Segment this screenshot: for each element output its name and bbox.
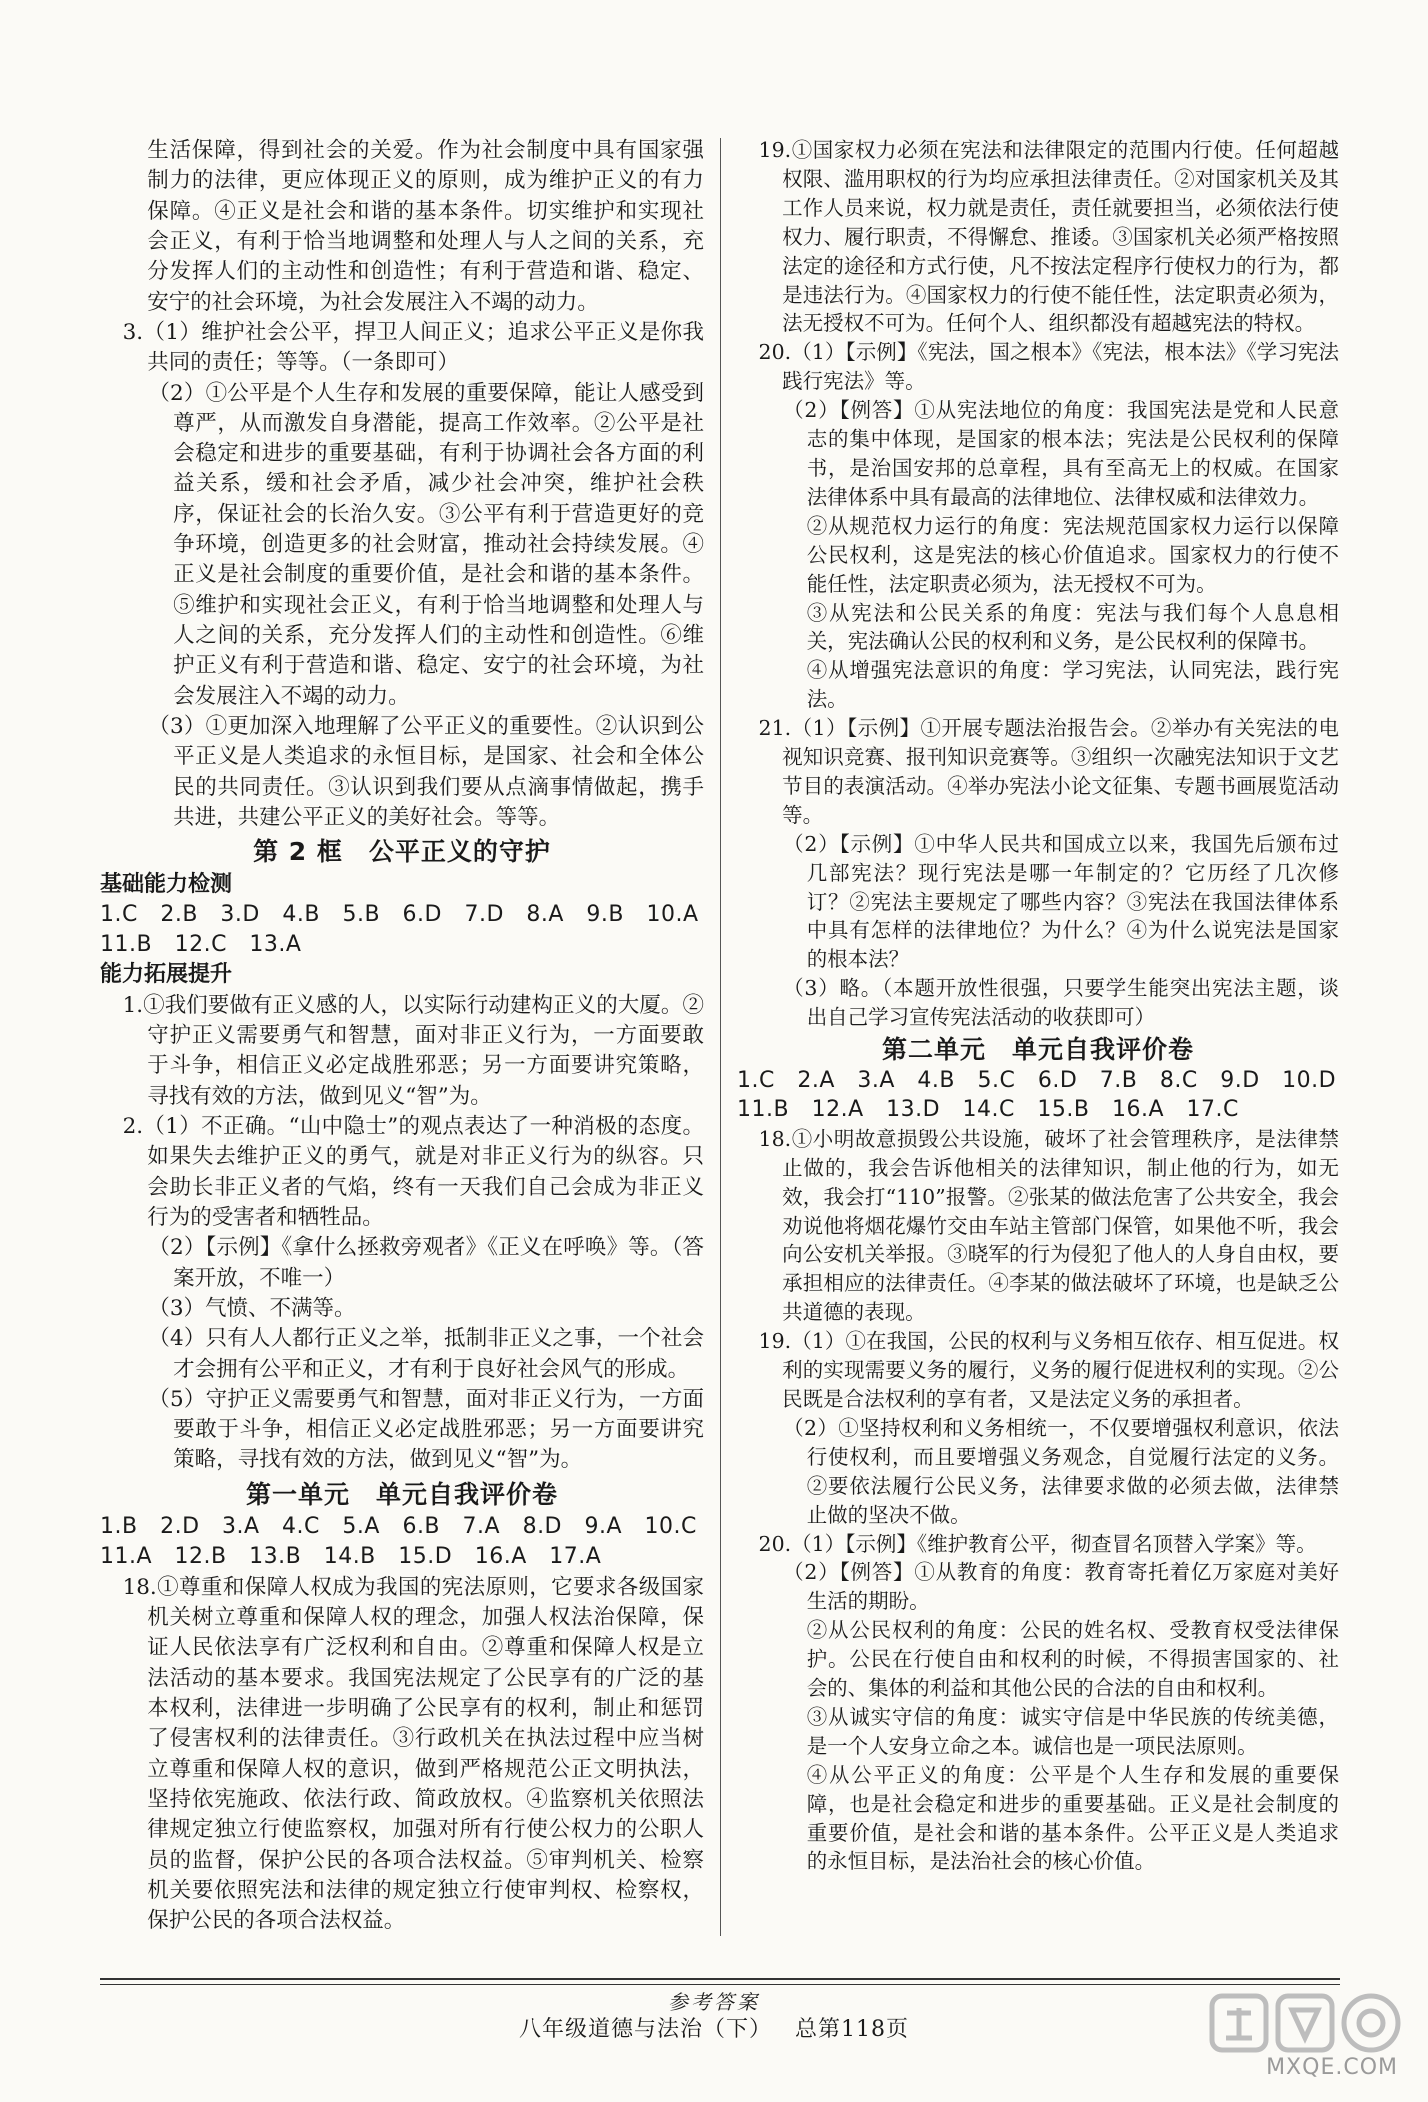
answer-item: 21.（1）【示例】①开展专题法治报告会。②举办有关宪法的电视知识竞赛、报刊知识竞赛等。③组织一次融宪法知识于文艺节目的表演活动。④举办宪法小论文征集、专题书画展览活动等。: [758, 716, 1339, 827]
choice-answers-row: 1.C 2.A 3.A 4.B 5.C 6.D 7.B 8.C 9.D 10.D: [737, 1068, 1337, 1093]
section-subheading: 基础能力检测: [100, 871, 233, 897]
watermark-logo: [1152, 1988, 1402, 2084]
section-title: 第二单元 单元自我评价卷: [881, 1035, 1194, 1065]
section-title: 第 2 框 公平正义的守护: [253, 837, 551, 867]
footer-grade: 八年级道德与法治（下）: [518, 2017, 772, 2042]
answer-item: 19.（1）①在我国，公民的权利与义务相互依存、相互促进。权利的实现需要义务的履行，义务的履行促进权利的实现。②公民既是合法权利的享有者，又是法定义务的承担者。: [758, 1329, 1339, 1411]
answer-subitem-continuation: ③从诚实守信的角度：诚实守信是中华民族的传统美德，是一个人安身立命之本。诚信也是一项民法原则。: [806, 1704, 1339, 1758]
answer-subitem: （2）①公平是个人生存和发展的重要保障，能让人感受到尊严，从而激发自身潜能，提高工作效率。②公平是社会稳定和进步的重要基础，有利于协调社会各方面的利益关系，缓和社会矛盾，减少社会冲突，维护社会秩序，保证社会的长治久安。③公平有利于营造更好的竞争环境，创造更多的社会财富，推动社会持续发展。④正义是社会制度的重要价值，是社会和谐的基本条件。⑤维护和实现社会正义，有利于恰当地调整和处理人与人之间的关系，充分发挥人们的主动性和创造性。⑥维护正义有利于营造和谐、稳定、安宁的社会环境，为社会发展注入不竭的动力。: [148, 380, 704, 709]
answer-subitem: （4）只有人人都行正义之举，抵制非正义之事，一个社会才会拥有公平和正义，才有利于良好社会风气的形成。: [148, 1326, 704, 1382]
answer-subitem: （2）【例答】①从宪法地位的角度：我国宪法是党和人民意志的集中体现，是国家的根本法；宪法是公民权利的保障书，是治国安邦的总章程，具有至高无上的权威。在国家法律体系中具有最高的法律地位、法律权威和法律效力。: [783, 398, 1339, 509]
answer-item: 19.①国家权力必须在宪法和法律限定的范围内行使。任何超越权限、滥用职权的行为均应承担法律责任。②对国家机关及其工作人员来说，权力就是责任，责任就要担当，必须依法行使权力、履行职责，不得懈怠、推诿。③国家机关必须严格按照法定的途径和方式行使，凡不按法定程序行使权力的行为，都是违法行为。④国家权力的行使不能任性，法定职责必须为，法无授权不可为。任何个人、组织都没有超越宪法的特权。: [758, 138, 1339, 336]
column-divider: [720, 138, 721, 1936]
watermark-text: MXQE.COM: [1266, 2054, 1398, 2080]
answer-subitem: （3）①更加深入地理解了公平正义的重要性。②认识到公平正义是人类追求的永恒目标，是国家、社会和全体公民的共同责任。③认识到我们要从点滴事情做起，携手共进，共建公平正义的美好社会。等等。: [148, 713, 704, 830]
footer-label: 参考答案: [668, 1990, 760, 2014]
section-subheading: 能力拓展提升: [100, 962, 233, 988]
answer-item: 3.（1）维护社会公平，捍卫人间正义；追求公平正义是你我共同的责任；等等。（一条即可）: [122, 319, 704, 376]
answer-subitem: （2）【示例】①中华人民共和国成立以来，我国先后颁布过几部宪法？现行宪法是哪一年制定的？它历经了几次修订？②宪法主要规定了哪些内容？③宪法在我国法律体系中具有怎样的法律地位？为什么？④为什么说宪法是国家的根本法？: [783, 831, 1339, 972]
choice-answers-row: 1.C 2.B 3.D 4.B 5.B 6.D 7.D 8.A 9.B 10.A: [100, 901, 699, 927]
watermark-mark-icon: [1152, 1988, 1402, 2058]
answer-continuation: 生活保障，得到社会的关爱。作为社会制度中具有国家强制力的法律，更应体现正义的原则，成为维护正义的有力保障。④正义是社会和谐的基本条件。切实维护和实现社会正义，有利于恰当地调整和处理人与人之间的关系，充分发挥人们的主动性和创造性；有利于营造和谐、稳定、安宁的社会环境，为社会发展注入不竭的动力。: [147, 138, 704, 315]
answer-subitem-continuation: ②从公民权利的角度：公民的姓名权、受教育权受法律保护。公民在行使自由和权利的时候，不得损害国家的、社会的、集体的利益和其他公民的合法的自由和权利。: [806, 1618, 1339, 1701]
answer-item: 18.①小明故意损毁公共设施，破坏了社会管理秩序，是法律禁止做的，我会告诉他相关的法律知识，制止他的行为，如无效，我会打“110”报警。②张某的做法危害了公共安全，我会劝说他将烟花爆竹交由车站主管部门保管，如果他不听，我会向公安机关举报。③晓军的行为侵犯了他人的人身自由权，要承担相应的法律责任。④李某的做法破坏了环境，也是缺乏公共道德的表现。: [758, 1126, 1339, 1325]
answer-subitem: （3）气愤、不满等。: [148, 1295, 356, 1321]
answer-subitem: （2）【例答】①从教育的角度：教育寄托着亿万家庭对美好生活的期盼。: [783, 1560, 1339, 1614]
choice-answers-row: 1.B 2.D 3.A 4.C 5.A 6.B 7.A 8.D 9.A 10.C: [100, 1514, 697, 1540]
answer-subitem-continuation: ④从增强宪法意识的角度：学习宪法，认同宪法，践行宪法。: [806, 658, 1339, 712]
answer-subitem: （3）略。（本题开放性很强，只要学生能突出宪法主题，谈出自己学习宣传宪法活动的收获即可）: [783, 976, 1339, 1030]
answer-item: 18.①尊重和保障人权成为我国的宪法原则，它要求各级国家机关树立尊重和保障人权的理念，加强人权法治保障，保证人民依法享有广泛权利和自由。②尊重和保障人权是立法活动的基本要求。我国宪法规定了公民享有的广泛的基本权利，法律进一步明确了公民享有的权利，制止和惩罚了侵害权利的法律责任。③行政机关在执法过程中应当树立尊重和保障人权的意识，做到严格规范公正文明执法，坚持依宪施政、依法行政、简政放权。④监察机关依照法律规定独立行使监察权，加强对所有行使公权力的公职人员的监督，保护公民的各项合法权益。⑤审判机关、检察机关要依照宪法和法律的规定独立行使审判权、检察权，保护公民的各项合法权益。: [122, 1574, 704, 1934]
right-column: [737, 136, 1339, 1876]
answer-subitem: （2）①坚持权利和义务相统一，不仅要增强权利意识，依法行使权利，而且要增强义务观念，自觉履行法定的义务。②要依法履行公民义务，法律要求做的必须去做，法律禁止做的坚决不做。: [783, 1415, 1339, 1527]
left-column: [100, 136, 704, 1936]
choice-answers-row: 11.B 12.C 13.A: [100, 932, 302, 958]
footer-rule: [100, 1978, 1340, 1980]
answer-subitem-continuation: ④从公平正义的角度：公平是个人生存和发展的重要保障，也是社会稳定和进步的重要基础。正义是社会制度的重要价值，是社会和谐的基本条件。公平正义是人类追求的永恒目标，是法治社会的核心价值。: [806, 1762, 1339, 1874]
section-title: 第一单元 单元自我评价卷: [245, 1479, 558, 1509]
answer-item: 20.（1）【示例】《维护教育公平，彻查冒名顶替入学案》等。: [758, 1531, 1317, 1556]
footer-rule-thin: [100, 1984, 1340, 1985]
answer-subitem-continuation: ③从宪法和公民关系的角度：宪法与我们每个人息息相关，宪法确认公民的权利和义务，是公民权利的保障书。: [806, 600, 1339, 654]
answer-subitem: （5）守护正义需要勇气和智慧，面对非正义行为，一方面要敢于斗争，相信正义必定战胜邪恶；另一方面要讲究策略，寻找有效的方法，做到见义“智”为。: [148, 1386, 704, 1473]
answer-subitem-continuation: ②从规范权力运行的角度：宪法规范国家权力运行以保障公民权利，这是宪法的核心价值追求。国家权力的行使不能任性，法定职责必须为，法无授权不可为。: [806, 513, 1339, 596]
answer-item: 1.①我们要做有正义感的人，以实际行动建构正义的大厦。②守护正义需要勇气和智慧，面对非正义行为，一方面要敢于斗争，相信正义必定战胜邪恶；另一方面要讲究策略，寻找有效的方法，做到见义“智”为。: [122, 992, 704, 1109]
footer-page-number: 总第118页: [795, 2017, 909, 2042]
answer-subitem: （2）【示例】《拿什么拯救旁观者》《正义在呼唤》等。（答案开放，不唯一）: [148, 1235, 704, 1291]
answer-item: 2.（1）不正确。“山中隐士”的观点表达了一种消极的态度。如果失去维护正义的勇气，就是对非正义行为的纵容。只会助长非正义者的气焰，终有一天我们自己会成为非正义行为的受害者和牺牲品。: [122, 1114, 704, 1230]
choice-answers-row: 11.B 12.A 13.D 14.C 15.B 16.A 17.C: [737, 1096, 1239, 1122]
choice-answers-row: 11.A 12.B 13.B 14.B 15.D 16.A 17.A: [100, 1544, 602, 1570]
answer-item: 20.（1）【示例】《宪法，国之根本》《宪法，根本法》《学习宪法践行宪法》等。: [758, 340, 1339, 394]
